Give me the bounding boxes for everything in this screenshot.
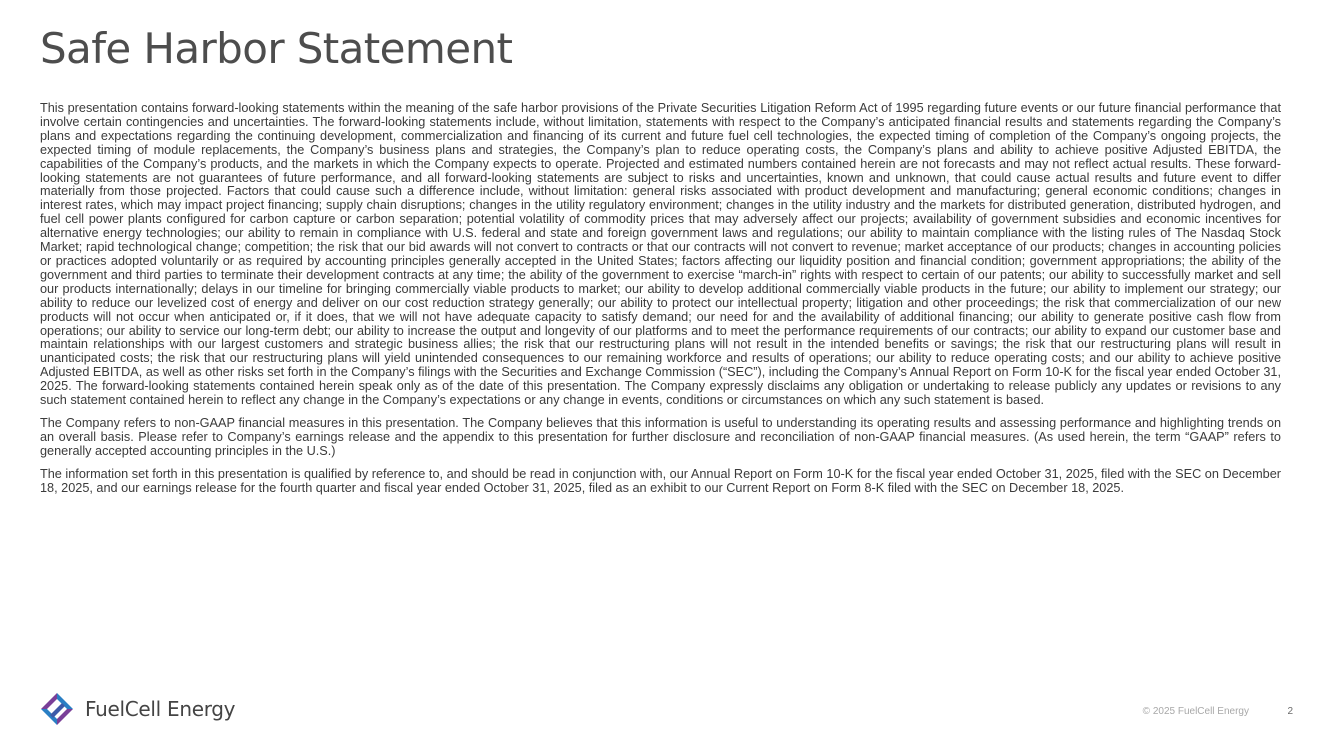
page-number: 2: [1287, 706, 1293, 717]
forward-looking-paragraph: This presentation contains forward-looking statements within the meaning of the safe harbor provisions of the Private Securities Litigation Reform Act of 1995 regarding future events or our future financial performance that involve certain contingencies and uncertainties. The forward-looking statements include, without limitation, statements with respect to the Company’s anticipated financial results and statements regarding the Company’s plans and expectations regarding the continuing development, commercialization and financing of its current and future fuel cell technologies, the expected timing of completion of the Company’s ongoing projects, the expected timing of module replacements, the Company’s business plans and strategies, the Company’s plan to reduce operating costs, the Company’s plans and ability to achieve positive Adjusted EBITDA, the capabilities of the Company’s products, and the markets in which the Company expects to operate. Projected and estimated numbers contained herein are not forecasts and may not reflect actual results. These forward-looking statements are not guarantees of future performance, and all forward-looking statements are subject to risks and uncertainties, known and unknown, that could cause actual results and future event to differ materially from those projected. Factors that could cause such a difference include, without limitation: general risks associated with product development and manufacturing; general economic conditions; changes in interest rates, which may impact project financing; supply chain disruptions; changes in the utility regulatory environment; changes in the utility industry and the markets for distributed generation, distributed hydrogen, and fuel cell power plants configured for carbon capture or carbon separation; potential volatility of commodity prices that may adversely affect our projects; availability of government subsidies and economic incentives for alternative energy technologies; our ability to remain in compliance with U.S. federal and state and foreign government laws and regulations; our ability to maintain compliance with the listing rules of The Nasdaq Stock Market; rapid technological change; competition; the risk that our bid awards will not convert to contracts or that our contracts will not convert to revenue; market acceptance of our products; changes in accounting policies or practices adopted voluntarily or as required by accounting principles generally accepted in the United States; factors affecting our liquidity position and financial condition; government appropriations; the ability of the government and third parties to terminate their development contracts at any time; the ability of the government to exercise “march-in” rights with respect to certain of our patents; our ability to successfully market and sell our products internationally; delays in our timeline for bringing commercially viable products to market; our ability to develop additional commercially viable products in the future; our ability to implement our strategy; our ability to reduce our levelized cost of energy and deliver on our cost reduction strategy generally; our ability to protect our intellectual property; litigation and other proceedings; the risk that commercialization of our new products will not occur when anticipated or, if it does, that we will not have adequate capacity to satisfy demand; our need for and the availability of additional financing; our ability to generate positive cash flow from operations; our ability to service our long-term debt; our ability to increase the output and longevity of our platforms and to meet the performance requirements of our contracts; our ability to expand our customer base and maintain relationships with our largest customers and strategic business allies; the risk that our restructuring plans will not result in the intended benefits or savings; the risk that our restructuring plans will result in unanticipated costs; the risk that our restructuring plans will yield unintended consequences to our remaining workforce and results of operations; our ability to reduce operating costs; and our ability to achieve positive Adjusted EBITDA, as well as other risks set forth in the Company’s filings with the Securities and Exchange Commission (“SEC”), including the Company’s Annual Report on Form 10-K for the fiscal year ended October 31, 2025. The forward-looking statements contained herein speak only as of the date of this presentation. The Company expressly disclaims any obligation or undertaking to release publicly any updates or revisions to any such statement contained herein to reflect any change in the Company’s expectations or any change in events, conditions or circumstances on which any such statement is based.: [40, 101, 1281, 408]
non-gaap-paragraph: The Company refers to non-GAAP financial measures in this presentation. The Company believes that this information is useful to understanding its operating results and assessing performance and highlighting trends on an overall basis. Please refer to Company’s earnings release and the appendix to this presentation for further disclosure and reconciliation of non-GAAP financial measures. (As used herein, the term “GAAP” refers to generally accepted accounting principles in the U.S.): [40, 415, 1281, 458]
qualification-paragraph: The information set forth in this presentation is qualified by reference to, and should be read in conjunction with, our Annual Report on Form 10-K for the fiscal year ended October 31, 2025, filed with the SEC on December 18, 2025, and our earnings release for the fourth quarter and fiscal year ended October 31, 2025, filed as an exhibit to our Current Report on Form 8-K filed with the SEC on December 18, 2025.: [40, 466, 1281, 495]
safe-harbor-body: [40, 102, 1281, 504]
company-logo: [40, 692, 235, 726]
page-title: Safe Harbor Statement: [40, 24, 513, 73]
copyright-notice: © 2025 FuelCell Energy: [1142, 706, 1249, 717]
logo-wordmark: FuelCell Energy: [85, 697, 236, 721]
fuelcell-logo-icon: [40, 692, 74, 726]
